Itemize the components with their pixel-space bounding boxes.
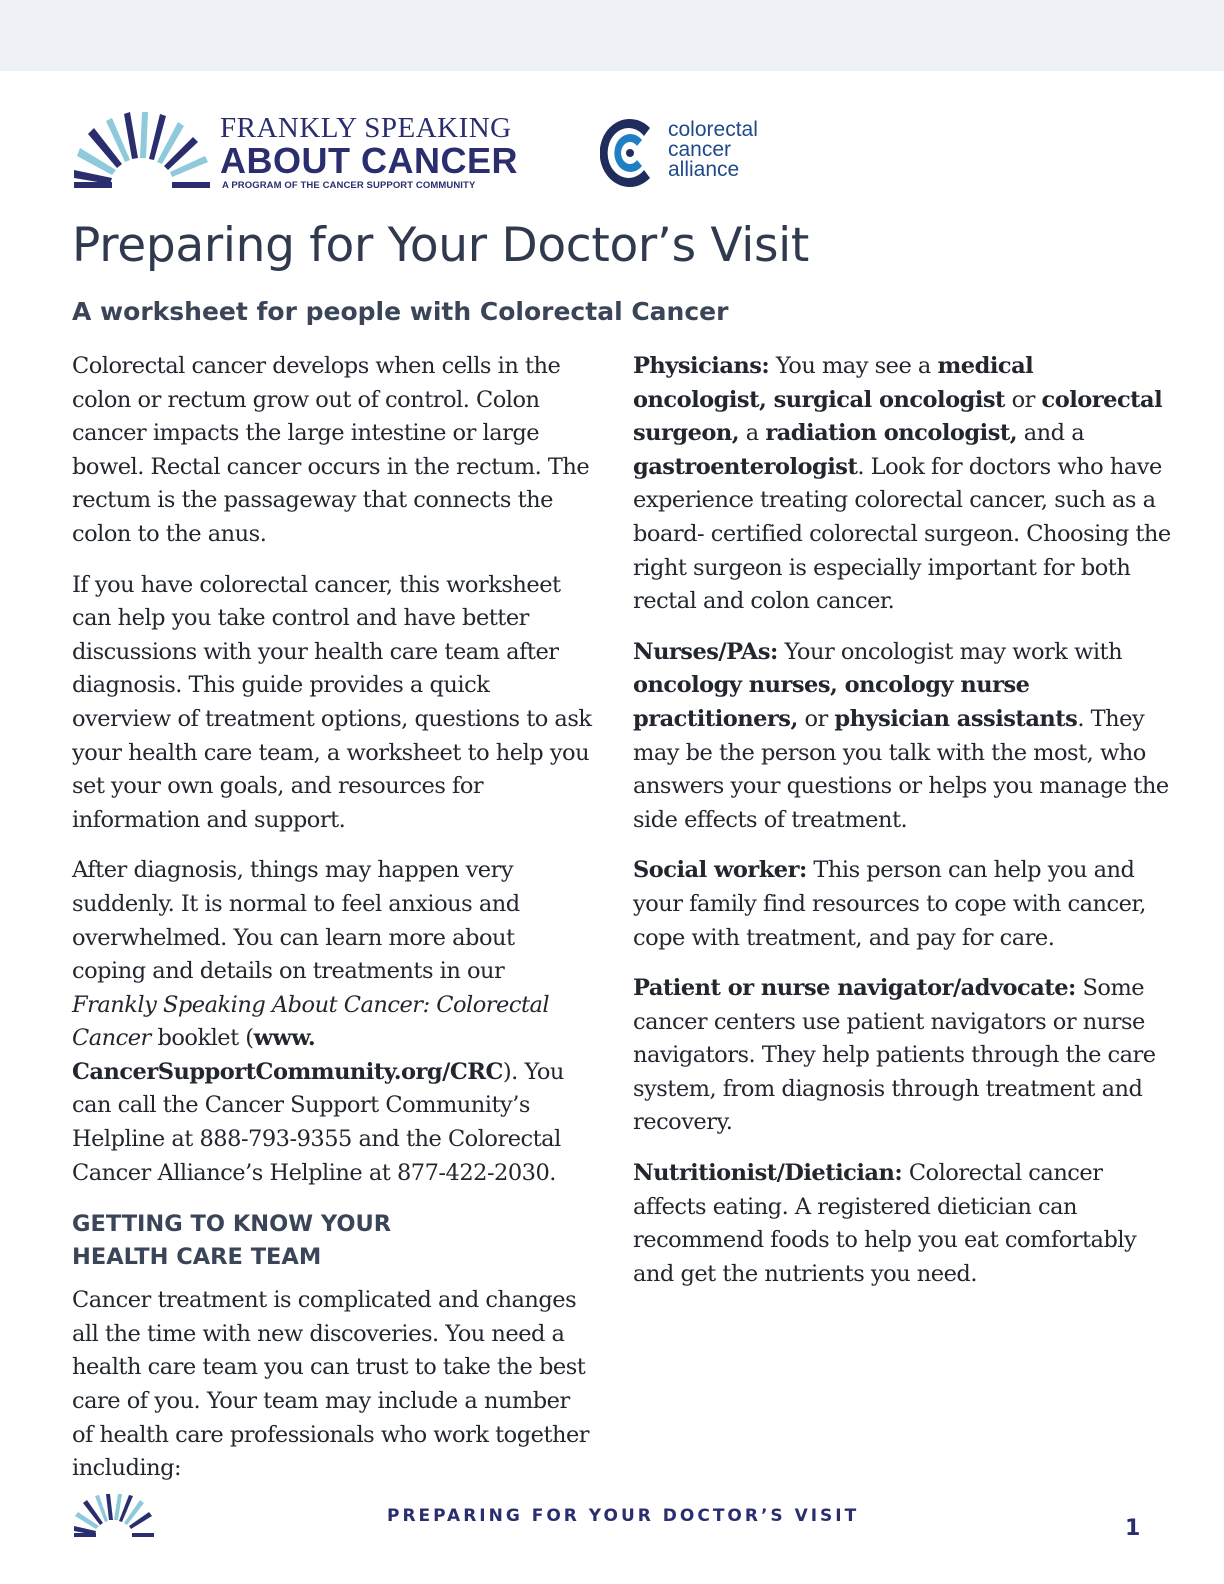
alliance-word-colorectal: colorectal: [668, 118, 758, 141]
text-span: booklet (: [150, 1025, 254, 1052]
text-span: a: [739, 420, 766, 447]
booklet-link[interactable]: www. CancerSupportCommunity.org/CRC: [72, 1025, 503, 1085]
page-title: Preparing for Your Doctor’s Visit: [72, 218, 810, 273]
nutritionist-paragraph: [633, 1157, 1173, 1291]
text-span: Some cancer centers use patient navigators or nurse navigators. They help patients through the care system, from diagnosis through treatment and recovery.: [633, 975, 1156, 1136]
section-heading-health-care-team: [72, 1208, 592, 1274]
text-span: . Look for doctors who have experience treating colorectal cancer, such as a board- certified colorectal surgeon. Choosing the right surgeon is especially important for both rectal and colon cancer.: [633, 453, 1171, 615]
frankly-speaking-logo: [72, 112, 532, 192]
booklet-title: Frankly Speaking About Cancer: Colorectal Cancer: [72, 991, 550, 1052]
text-span: You may see a: [769, 353, 938, 379]
role-label: Nutritionist/Dietician:: [633, 1160, 903, 1187]
alliance-word-alliance: alliance: [668, 158, 740, 181]
colorectal-cancer-alliance-logo: [600, 116, 800, 192]
alliance-word-cancer: cancer: [668, 138, 732, 161]
text-span: or: [797, 705, 835, 732]
section-heading-line: GETTING TO KNOW YOUR: [72, 1211, 392, 1238]
page-subtitle: A worksheet for people with Colorectal Cancer: [72, 297, 729, 326]
role-term: medical oncologist, surgical oncologist: [633, 353, 1034, 413]
text-span: Your oncologist may work with: [777, 638, 1123, 665]
section-heading-line: HEALTH CARE TEAM: [72, 1244, 322, 1271]
role-term: physician assistants: [834, 705, 1078, 732]
top-band: [0, 0, 1224, 71]
navigator-paragraph: [633, 972, 1173, 1140]
intro-paragraph: Colorectal cancer develops when cells in the colon or rectum grow out of control. Colon cancer impacts the large intestine or large bowel. Rectal cancer occurs in the rectum. The rectum is the passageway that connects the colon to the anus.: [72, 353, 590, 547]
nurses-paragraph: [633, 636, 1173, 838]
text-span: . They may be the person you talk with the most, who answers your questions or helps you manage the side effects of treatment.: [633, 705, 1169, 833]
text-span: or: [1004, 386, 1042, 413]
worksheet-paragraph: If you have colorectal cancer, this worksheet can help you take control and have better discussions with your health care team after diagnosis. This guide provides a quick overview of treatment options, questions to ask your health care team, a worksheet to help you set your own goals, and resources for information and support.: [72, 571, 592, 833]
alliance-c-logo-icon: [600, 116, 662, 190]
alliance-wordmark: [668, 120, 758, 180]
logo-line-program: A PROGRAM OF THE CANCER SUPPORT COMMUNITY: [222, 180, 476, 191]
logo-line-frankly-speaking: FRANKLY SPEAKING: [220, 112, 512, 144]
text-span: ). You can call the Cancer Support Community’s Helpline at 888-793-9355 and the Colorectal Cancer Alliance’s Helpline at 877-422-2030.: [72, 1058, 564, 1186]
role-term: gastroenterologist: [633, 453, 858, 480]
role-label: Social worker:: [633, 857, 807, 884]
team-paragraph: Cancer treatment is complicated and changes all the time with new discoveries. You need a health care team you can trust to take the best care of you. Your team may include a number of health care professionals who work together including:: [72, 1287, 590, 1482]
footer-sunburst-icon: [72, 1494, 156, 1538]
role-label: Nurses/PAs:: [633, 638, 778, 665]
social-worker-paragraph: [633, 854, 1173, 955]
footer-title: PREPARING FOR YOUR DOCTOR’S VISIT: [387, 1506, 860, 1526]
text-span: and a: [1017, 420, 1085, 447]
text-span: After diagnosis, things may happen very suddenly. It is normal to feel anxious and overwhelmed. You can learn more about coping and details on treatments in our: [72, 857, 520, 985]
role-term: radiation oncologist,: [765, 420, 1018, 447]
text-span: This person can help you and your family find resources to cope with cancer, cope with treatment, and pay for care.: [633, 857, 1146, 951]
page-number: 1: [1125, 1516, 1141, 1541]
role-label: Patient or nurse navigator/advocate:: [633, 975, 1076, 1002]
right-column: [633, 350, 1173, 1308]
role-label: Physicians:: [633, 353, 770, 379]
after-diagnosis-paragraph: [72, 854, 592, 1190]
logo-line-about-cancer: ABOUT CANCER: [220, 140, 518, 181]
physicians-paragraph: [633, 350, 1173, 619]
text-span: Colorectal cancer affects eating. A registered dietician can recommend foods to help you eat comfortably and get the nutrients you need.: [633, 1160, 1137, 1287]
role-term: oncology nurses, oncology nurse practitioners,: [633, 672, 1030, 732]
sunburst-logo-icon: [72, 112, 212, 190]
left-column: [72, 350, 592, 1503]
role-term: colorectal surgeon,: [633, 386, 1163, 447]
